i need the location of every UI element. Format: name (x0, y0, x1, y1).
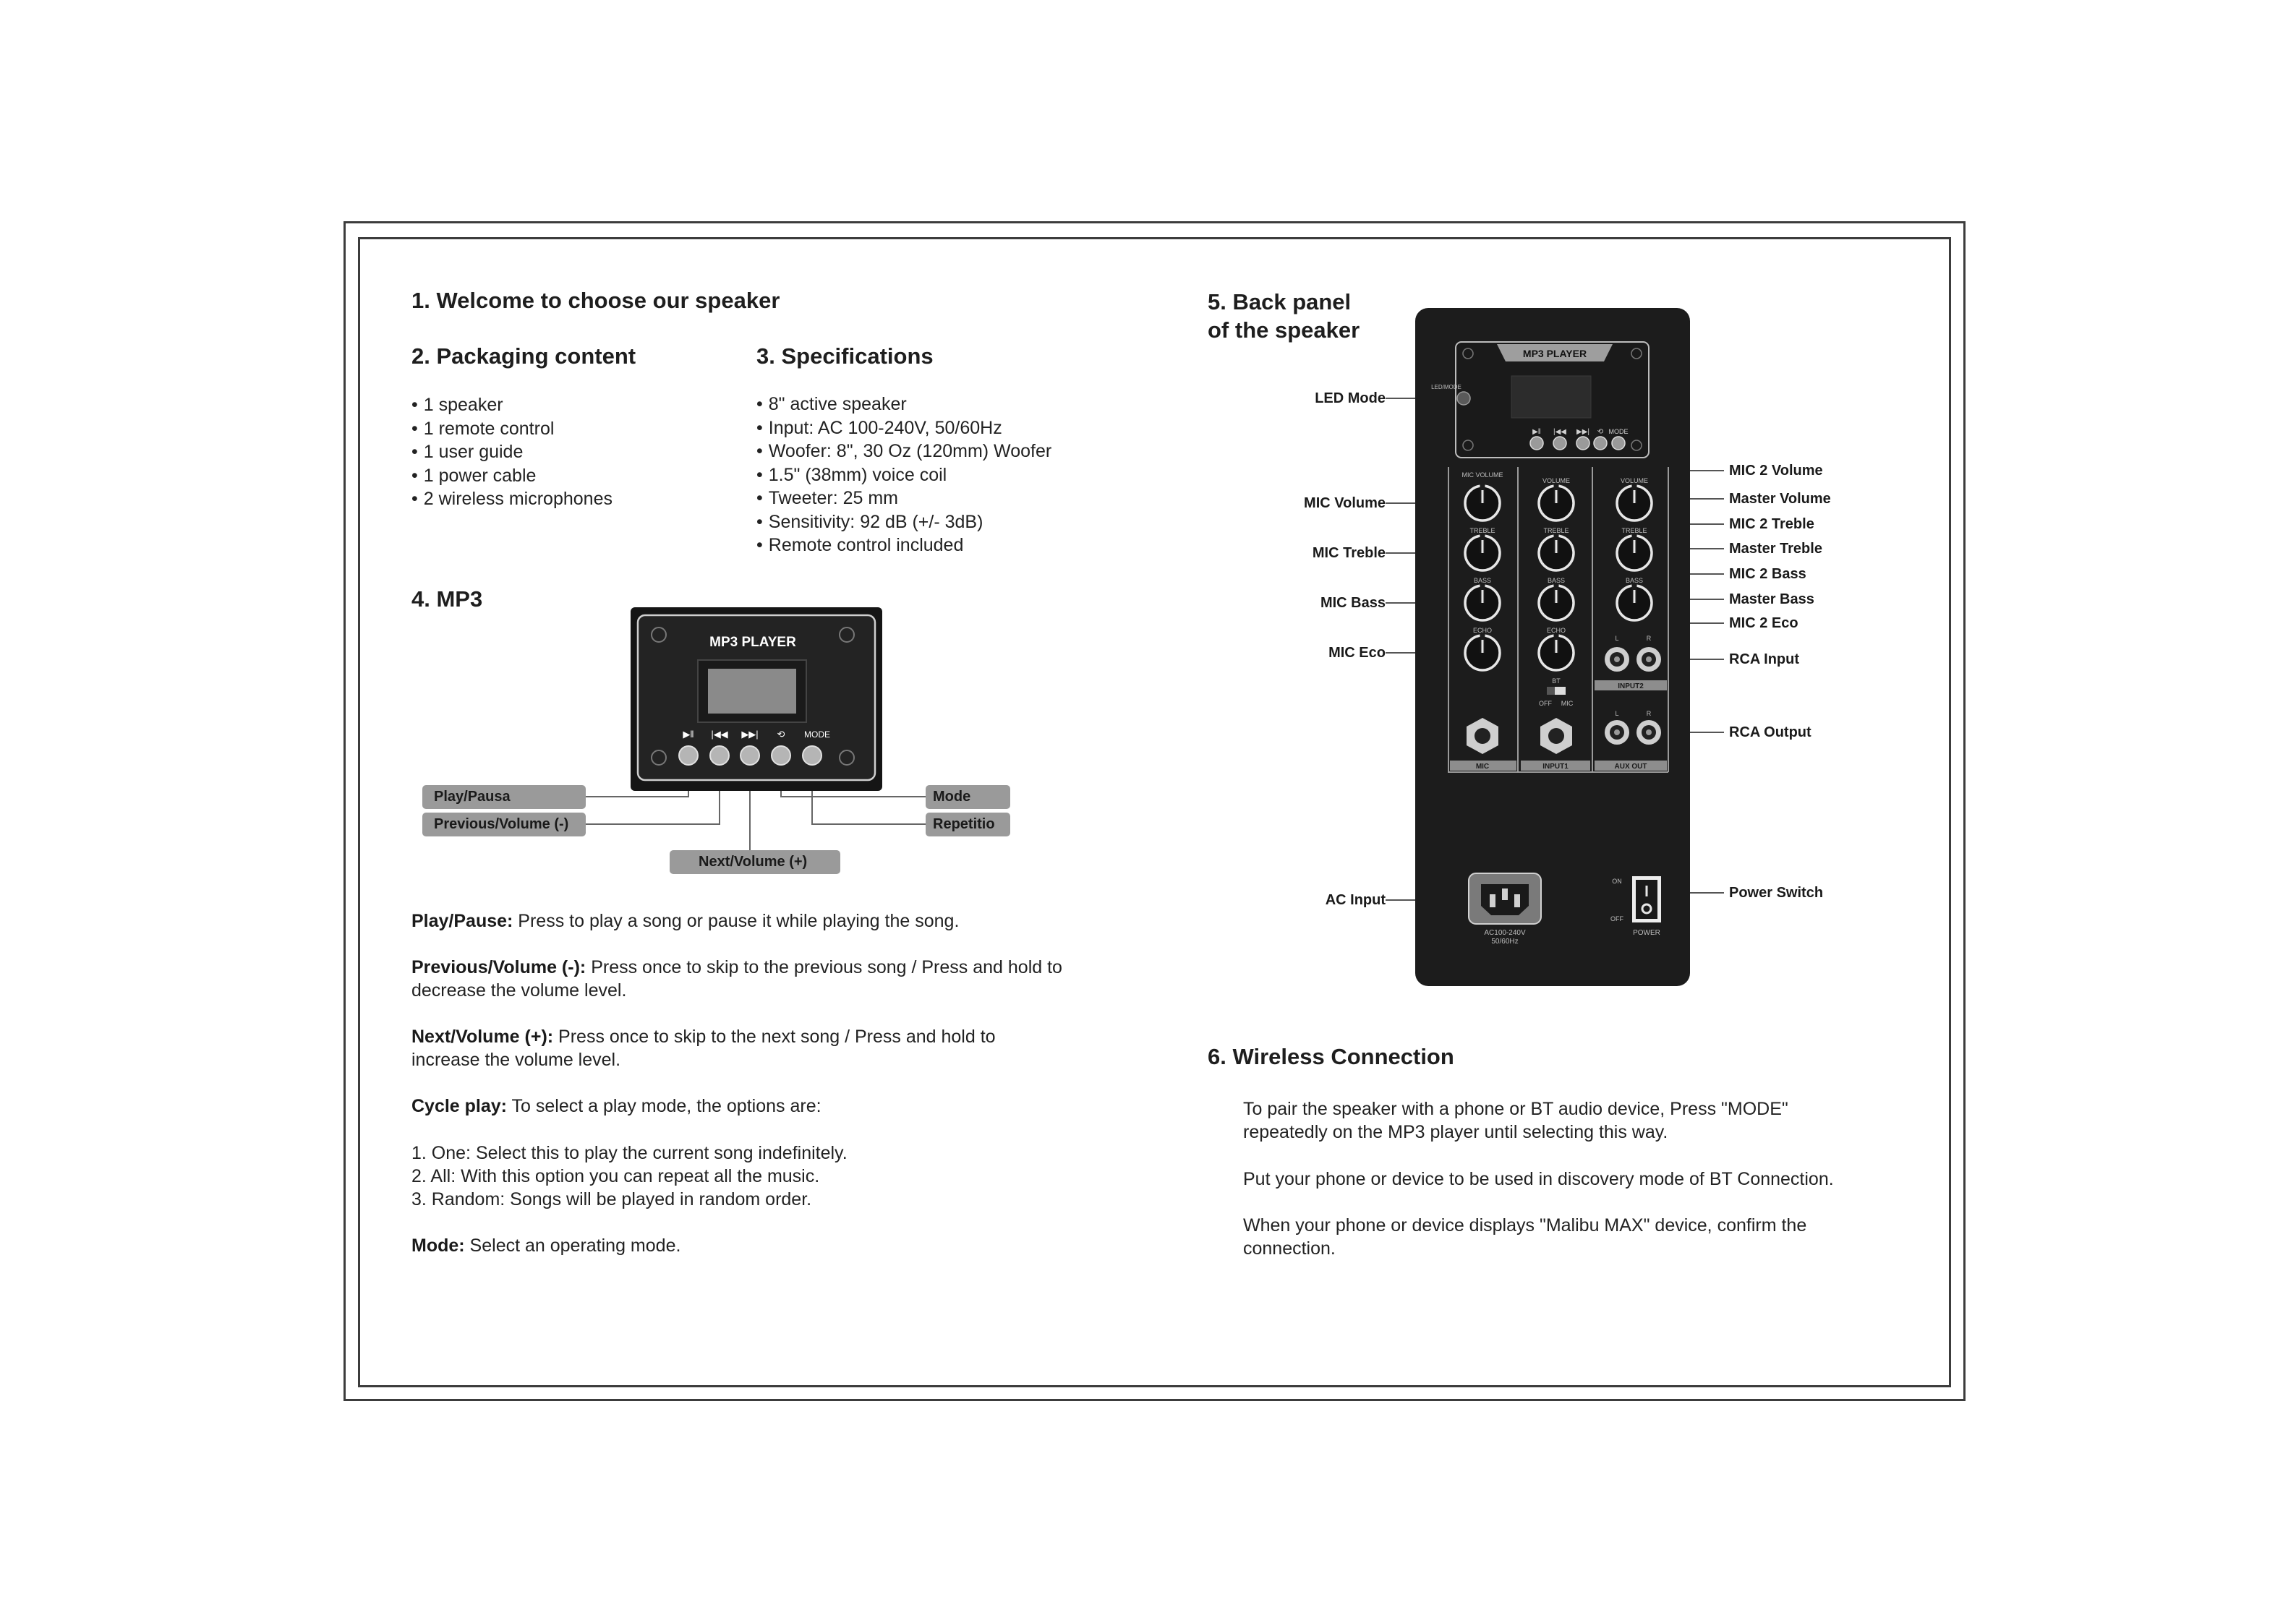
mode-tag: Mode (926, 785, 1010, 809)
mp3-module-diagram (405, 600, 1056, 882)
switch-handle (1547, 687, 1555, 695)
play-pause-icon: ▶‖ (683, 729, 694, 740)
panel-next-button[interactable] (1576, 437, 1589, 450)
rca-l-label: L (1615, 635, 1619, 642)
list-item: 3. Random: Songs will be played in random order. (411, 1189, 812, 1209)
bass-knob-label: BASS (1473, 577, 1492, 584)
volume-knob-label: VOLUME (1620, 477, 1649, 484)
treble-knob-label: TREBLE (1469, 527, 1495, 534)
list-item: • 1 remote control (411, 417, 613, 441)
list-item: • Woofer: 8", 30 Oz (120mm) Woofer (756, 440, 1051, 463)
back-panel-title (1208, 288, 1360, 344)
bass-knob-label: BASS (1625, 577, 1644, 584)
repeat-icon: ⟲ (777, 729, 785, 740)
panel-repeat-button[interactable] (1594, 437, 1607, 450)
mode-text: MODE (804, 729, 830, 740)
aux-l-label: L (1615, 710, 1619, 717)
led-mode-indicator (1457, 392, 1470, 405)
next-icon: ▶▶| (1576, 428, 1589, 436)
mp3-module-title: MP3 PLAYER (709, 635, 796, 650)
off-label: OFF (1539, 700, 1552, 707)
next-tag: Next/Volume (+) (670, 850, 840, 874)
input2-label: INPUT2 (1618, 682, 1644, 690)
power-label: POWER (1633, 929, 1660, 937)
panel-mp3-display (1511, 376, 1591, 418)
previous-description (411, 956, 1091, 1002)
on-label: ON (1612, 878, 1622, 885)
aux-out-label: AUX OUT (1614, 763, 1647, 771)
led-mode-text: LED/MODE (1431, 384, 1461, 390)
treble-knob-label: TREBLE (1621, 527, 1647, 534)
master-volume-label: Master Volume (1729, 491, 1831, 507)
repeat-button[interactable] (772, 746, 790, 765)
packaging-list (411, 393, 613, 511)
mic-bass-label: MIC Bass (1320, 595, 1386, 611)
echo-knob-label: ECHO (1472, 627, 1493, 634)
wireless-title: 6. Wireless Connection (1208, 1044, 1454, 1069)
power-switch-label: Power Switch (1729, 885, 1824, 901)
play-pause-description (411, 909, 1091, 933)
term: Mode: (411, 1236, 465, 1256)
description: Press once to skip to the previous song / Press and hold to decrease the volume level. (411, 957, 1062, 1001)
description: Press once to skip to the next song / Press and hold to increase the volume level. (411, 1027, 996, 1070)
next-description (411, 1025, 1055, 1071)
ac-rating-text: AC100-240V (1484, 929, 1526, 937)
specs-title: 3. Specifications (756, 343, 934, 369)
previous-icon: |◀◀ (711, 729, 728, 740)
master-treble-label: Master Treble (1729, 541, 1822, 557)
term: Previous/Volume (-): (411, 957, 586, 977)
input1-label: INPUT1 (1542, 763, 1569, 771)
list-item: • 1 speaker (411, 393, 613, 417)
description: Press to play a song or pause it while playing the song. (513, 911, 960, 931)
panel-previous-button[interactable] (1553, 437, 1566, 450)
treble-knob-label: TREBLE (1543, 527, 1569, 534)
description: To select a play mode, the options are: (507, 1096, 821, 1116)
mic-volume-label: MIC Volume (1304, 495, 1386, 511)
term: Next/Volume (+): (411, 1027, 554, 1047)
repeat-icon: ⟲ (1597, 428, 1604, 436)
specs-list (756, 393, 1051, 557)
ac-input-label: AC Input (1325, 892, 1386, 908)
bass-knob-label: BASS (1547, 577, 1566, 584)
mic2-volume-label: MIC 2 Volume (1729, 463, 1823, 479)
cycle-options (411, 1142, 1091, 1211)
off-label: OFF (1610, 915, 1623, 922)
panel-mode-text: MODE (1608, 428, 1629, 435)
volume-knob-label: VOLUME (1542, 477, 1571, 484)
bt-label: BT (1552, 677, 1561, 685)
list-item: • Tweeter: 25 mm (756, 487, 1051, 510)
aux-r-label: R (1646, 710, 1652, 717)
list-item: 2. All: With this option you can repeat all the music. (411, 1166, 820, 1186)
next-button[interactable] (741, 746, 759, 765)
rca-output-label: RCA Output (1729, 724, 1811, 740)
mp3-title: 4. MP3 (411, 586, 483, 612)
play-pause-tag: Play/Pausa (422, 785, 586, 809)
mic-jack-label: MIC (1475, 763, 1490, 771)
play-pause-button[interactable] (679, 746, 698, 765)
mic2-bass-label: MIC 2 Bass (1729, 566, 1806, 582)
repeat-tag: Repetitio (926, 813, 1010, 836)
echo-knob-label: ECHO (1546, 627, 1566, 634)
mic2-treble-label: MIC 2 Treble (1729, 516, 1814, 532)
wireless-paragraph: When your phone or device displays "Malibu MAX" device, confirm the connection. (1243, 1215, 1807, 1259)
title-line: of the speaker (1208, 317, 1360, 343)
welcome-title: 1. Welcome to choose our speaker (411, 288, 780, 313)
list-item: 1. One: Select this to play the current song indefinitely. (411, 1143, 848, 1163)
previous-button[interactable] (710, 746, 729, 765)
play-pause-icon: ▶‖ (1532, 428, 1541, 436)
term: Cycle play: (411, 1096, 508, 1116)
ac-input-socket[interactable] (1469, 873, 1541, 924)
title-line: 5. Back panel (1208, 289, 1352, 314)
list-item: • Sensitivity: 92 dB (+/- 3dB) (756, 510, 1051, 534)
previous-icon: |◀◀ (1553, 428, 1566, 436)
master-bass-label: Master Bass (1729, 591, 1814, 607)
rca-r-label: R (1646, 635, 1652, 642)
mic-eco-label: MIC Eco (1328, 645, 1386, 661)
list-item: • 2 wireless microphones (411, 487, 613, 511)
wireless-paragraph: Put your phone or device to be used in discovery mode of BT Connection. (1243, 1169, 1834, 1189)
mic2-eco-label: MIC 2 Eco (1729, 615, 1798, 631)
list-item: • 1 user guide (411, 440, 613, 464)
list-item: • 8" active speaker (756, 393, 1051, 416)
next-icon: ▶▶| (741, 729, 759, 740)
term: Play/Pause: (411, 911, 513, 931)
mic-treble-label: MIC Treble (1312, 545, 1386, 561)
list-item: • 1.5" (38mm) voice coil (756, 463, 1051, 487)
list-item: • Remote control included (756, 534, 1051, 557)
mic-switch-label: MIC (1561, 700, 1574, 707)
mode-button[interactable] (803, 746, 821, 765)
mode-description (411, 1234, 1091, 1257)
panel-mode-button[interactable] (1612, 437, 1625, 450)
rca-input-label: RCA Input (1729, 651, 1800, 667)
led-mode-label: LED Mode (1315, 390, 1386, 406)
cycle-description (411, 1095, 1091, 1118)
mp3-display (708, 669, 796, 714)
packaging-title: 2. Packaging content (411, 343, 636, 369)
previous-tag: Previous/Volume (-) (422, 813, 586, 836)
panel-mp3-title: MP3 PLAYER (1522, 348, 1587, 359)
wireless-paragraph: To pair the speaker with a phone or BT audio device, Press "MODE" repeatedly on the MP3 player until selecting this way. (1243, 1099, 1788, 1142)
list-item: • Input: AC 100-240V, 50/60Hz (756, 416, 1051, 440)
mic-volume-knob-label: MIC VOLUME (1461, 471, 1503, 479)
ac-frequency-text: 50/60Hz (1491, 938, 1519, 946)
panel-play-button[interactable] (1530, 437, 1543, 450)
description: Select an operating mode. (464, 1236, 681, 1256)
list-item: • 1 power cable (411, 464, 613, 488)
power-switch[interactable] (1632, 876, 1661, 922)
